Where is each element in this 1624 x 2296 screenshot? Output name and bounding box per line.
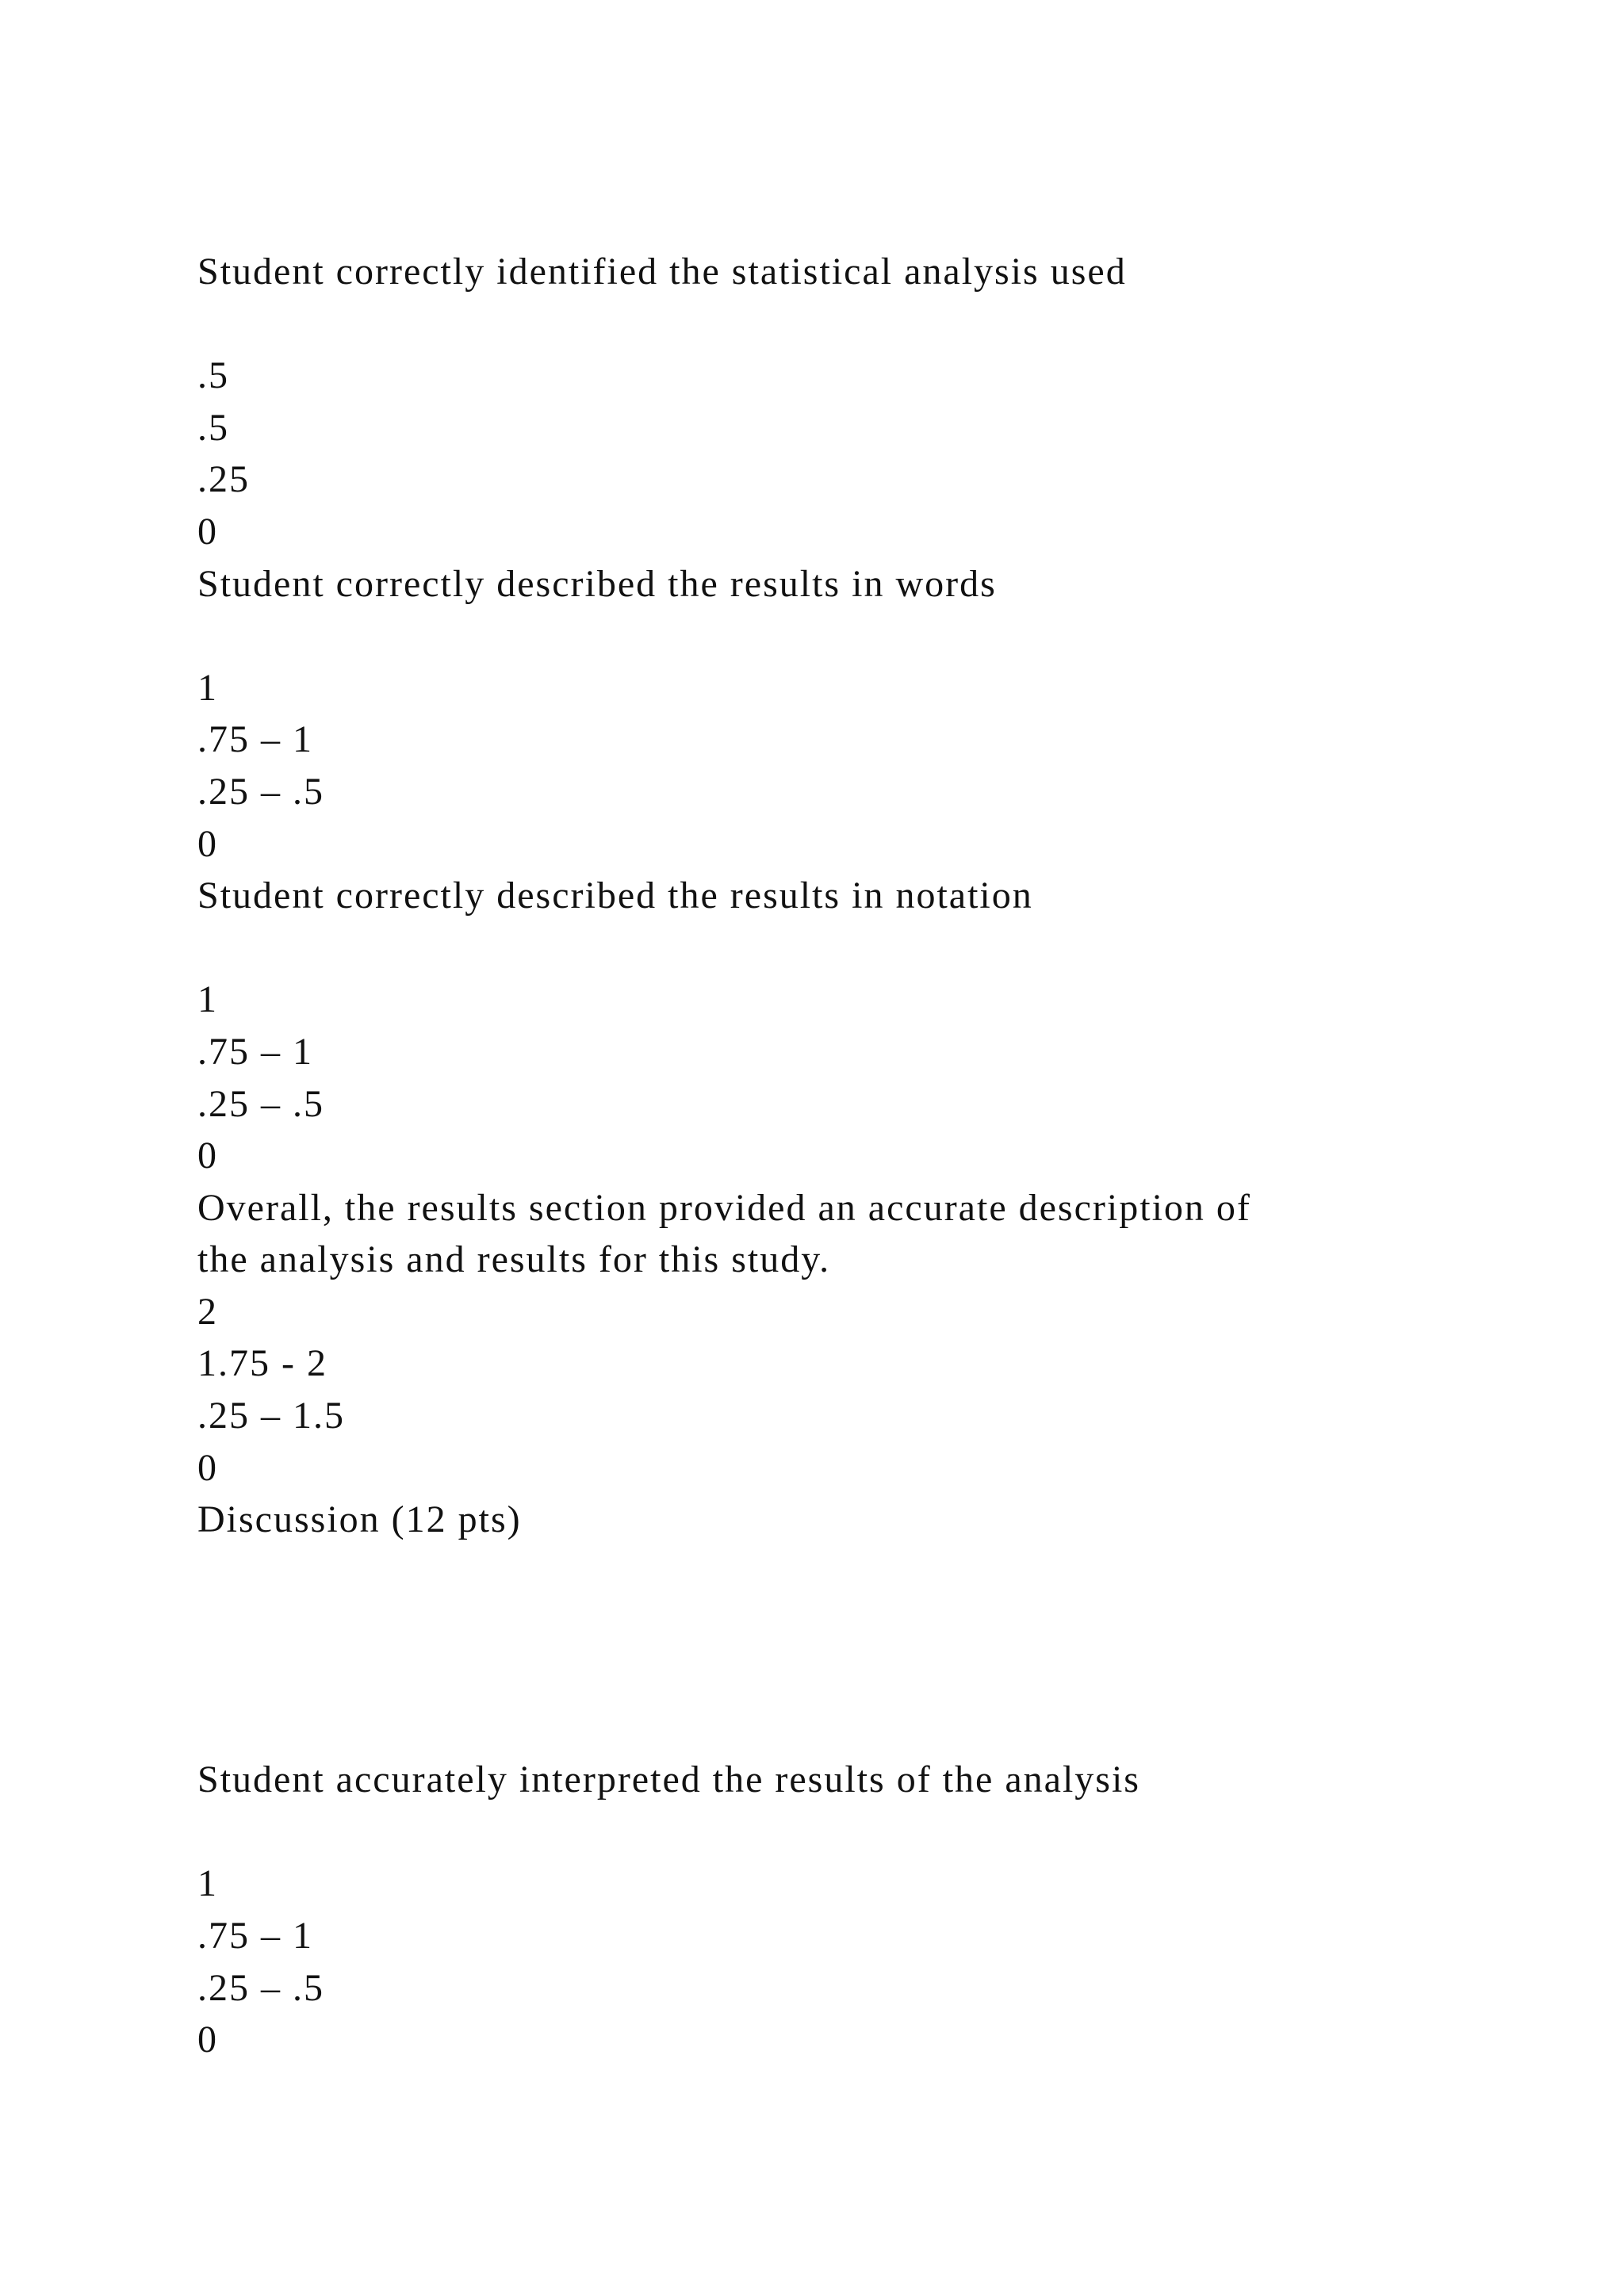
blank-line (197, 1702, 1506, 1755)
score-line: .25 – .5 (197, 1082, 324, 1125)
blank-line (197, 1650, 1506, 1702)
criterion-line: Student correctly described the results in notation (197, 874, 1033, 917)
score-line: 0 (197, 1135, 218, 1177)
blank-line (197, 1598, 1506, 1650)
score-line: .25 – 1.5 (197, 1395, 345, 1437)
rubric-text (197, 246, 1506, 2066)
score-line: 0 (197, 2019, 218, 2061)
score-line: 1 (197, 666, 218, 709)
score-line: .5 (197, 406, 229, 449)
score-line: 1.75 - 2 (197, 1342, 327, 1385)
score-line: .75 – 1 (197, 718, 313, 761)
score-line: .75 – 1 (197, 1915, 313, 1957)
section-heading: Discussion (12 pts) (197, 1498, 522, 1541)
criterion-line: Student correctly described the results in words (197, 562, 997, 605)
blank-line (197, 1546, 1506, 1598)
blank-line (197, 610, 1506, 662)
criterion-line: Student correctly identified the statistical analysis used (197, 251, 1127, 293)
blank-line (197, 922, 1506, 974)
blank-line (197, 1806, 1506, 1858)
score-line: 0 (197, 510, 218, 553)
criterion-line: Student accurately interpreted the results of the analysis (197, 1758, 1140, 1801)
score-line: .75 – 1 (197, 1030, 313, 1073)
score-line: .25 – .5 (197, 1966, 324, 2009)
score-line: 2 (197, 1290, 218, 1333)
score-line: .5 (197, 354, 229, 397)
score-line: 1 (197, 978, 218, 1021)
score-line: 0 (197, 822, 218, 865)
score-line: 1 (197, 1862, 218, 1905)
score-line: .25 (197, 458, 250, 501)
score-line: .25 – .5 (197, 770, 324, 813)
score-line: 0 (197, 1446, 218, 1489)
criterion-line: the analysis and results for this study. (197, 1238, 831, 1281)
criterion-line: Overall, the results section provided an accurate description of (197, 1186, 1251, 1229)
blank-line (197, 298, 1506, 350)
